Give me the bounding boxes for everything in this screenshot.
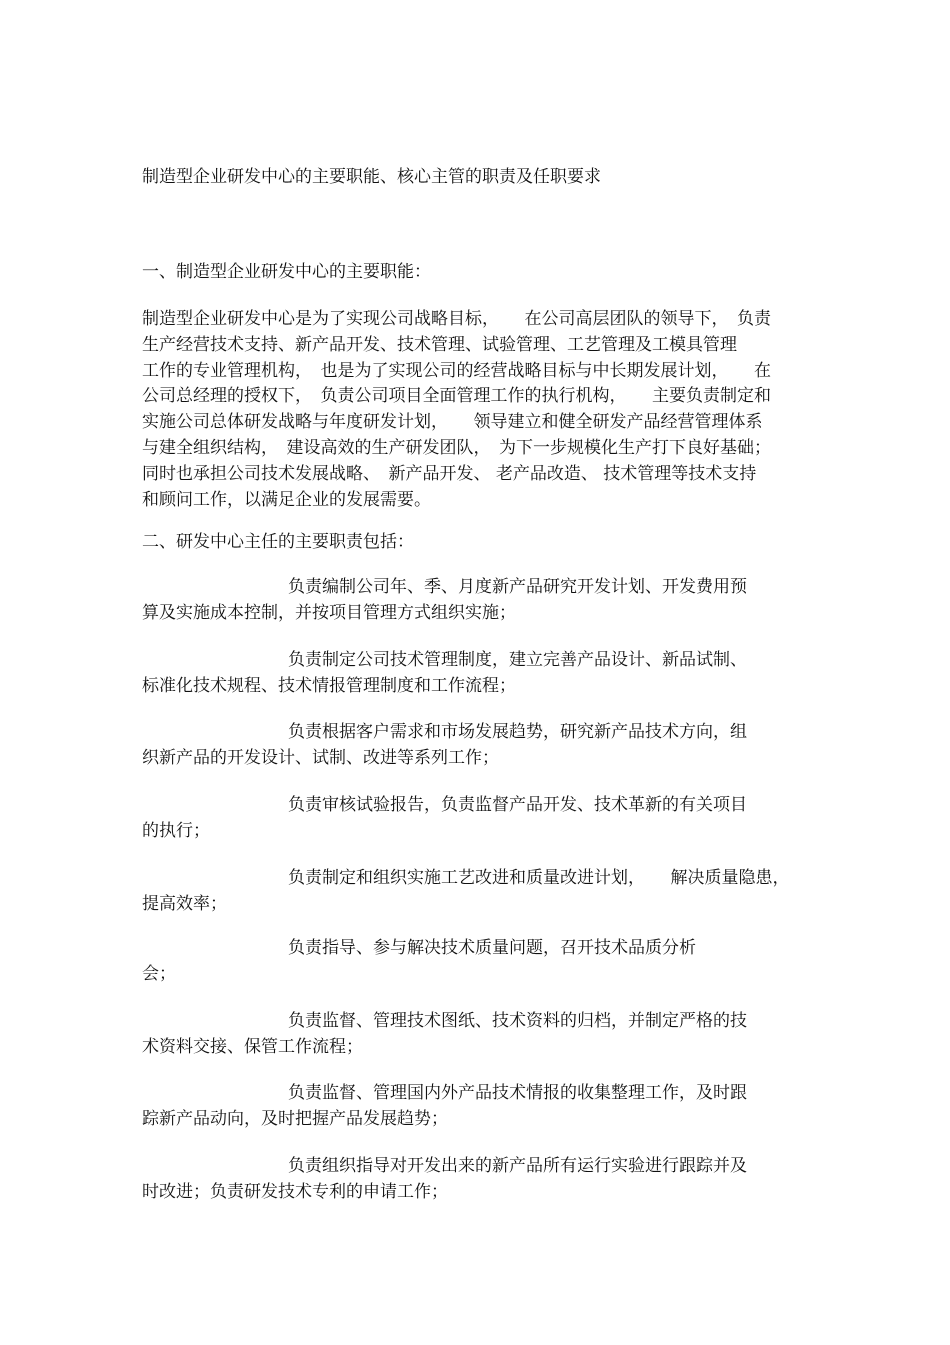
- duty-item: [142, 574, 806, 626]
- duty-item-line: 标准化技术规程、技术情报管理制度和工作流程；: [142, 676, 516, 696]
- section-1-paragraph: [142, 307, 806, 513]
- paragraph-line: 实施公司总体研发战略与年度研发计划， 领导建立和健全研发产品经营管理体系: [142, 412, 763, 433]
- paragraph-line: 生产经营技术支持、新产品开发、技术管理、试验管理、工艺管理及工模具管理: [142, 334, 737, 355]
- duty-item-line: 踪新产品动向，及时把握产品发展趋势；: [142, 1109, 448, 1129]
- duty-item: [142, 719, 806, 771]
- duty-item: [142, 865, 806, 917]
- duty-item-line: 织新产品的开发设计、试制、改进等系列工作；: [142, 748, 499, 768]
- duty-item-line: 负责制定和组织实施工艺改进和质量改进计划， 解决质量隐患，: [288, 868, 790, 888]
- paragraph-line: 制造型企业研发中心是为了实现公司战略目标， 在公司高层团队的领导下， 负责: [142, 309, 771, 329]
- duty-item: [142, 935, 806, 987]
- duty-item-line: 负责指导、参与解决技术质量问题，召开技术品质分析: [288, 938, 696, 958]
- duty-item-line: 提高效率；: [142, 894, 227, 914]
- paragraph-line: 工作的专业管理机构， 也是为了实现公司的经营战略目标与中长期发展计划， 在: [142, 360, 771, 381]
- paragraph-line: 公司总经理的授权下， 负责公司项目全面管理工作的执行机构， 主要负责制定和: [142, 386, 771, 407]
- duty-item-line: 负责审核试验报告，负责监督产品开发、技术革新的有关项目: [288, 795, 747, 815]
- duty-item: [142, 1153, 806, 1205]
- duty-item-line: 算及实施成本控制，并按项目管理方式组织实施；: [142, 603, 516, 623]
- duty-item-line: 会；: [142, 964, 176, 984]
- duty-item: [142, 1008, 806, 1060]
- duty-item: [142, 647, 806, 699]
- duty-item: [142, 792, 806, 844]
- duty-item-line: 负责编制公司年、季、月度新产品研究开发计划、开发费用预: [288, 577, 747, 597]
- section-1-heading: 一、制造型企业研发中心的主要职能：: [142, 262, 431, 282]
- duty-item-line: 负责监督、管理技术图纸、技术资料的归档，并制定严格的技: [288, 1011, 747, 1031]
- section-2-heading: 二、研发中心主任的主要职责包括：: [142, 532, 414, 552]
- duty-item-line: 术资料交接、保管工作流程；: [142, 1037, 363, 1057]
- duty-item-line: 时改进；负责研发技术专利的申请工作；: [142, 1182, 448, 1202]
- paragraph-line: 同时也承担公司技术发展战略、 新产品开发、 老产品改造、 技术管理等技术支持: [142, 463, 757, 484]
- duty-item-line: 负责监督、管理国内外产品技术情报的收集整理工作，及时跟: [288, 1083, 747, 1103]
- duty-item-line: 负责组织指导对开发出来的新产品所有运行实验进行跟踪并及: [288, 1156, 747, 1176]
- document-title: 制造型企业研发中心的主要职能、核心主管的职责及任职要求: [142, 167, 601, 187]
- duty-item-line: 负责制定公司技术管理制度，建立完善产品设计、新品试制、: [288, 650, 747, 670]
- duty-item-line: 负责根据客户需求和市场发展趋势，研究新产品技术方向，组: [288, 722, 747, 742]
- paragraph-line: 与建全组织结构， 建设高效的生产研发团队， 为下一步规模化生产打下良好基础；: [142, 437, 771, 458]
- paragraph-line: 和顾问工作，以满足企业的发展需要。: [142, 489, 431, 510]
- duty-item-line: 的执行；: [142, 821, 210, 841]
- duty-item: [142, 1080, 806, 1132]
